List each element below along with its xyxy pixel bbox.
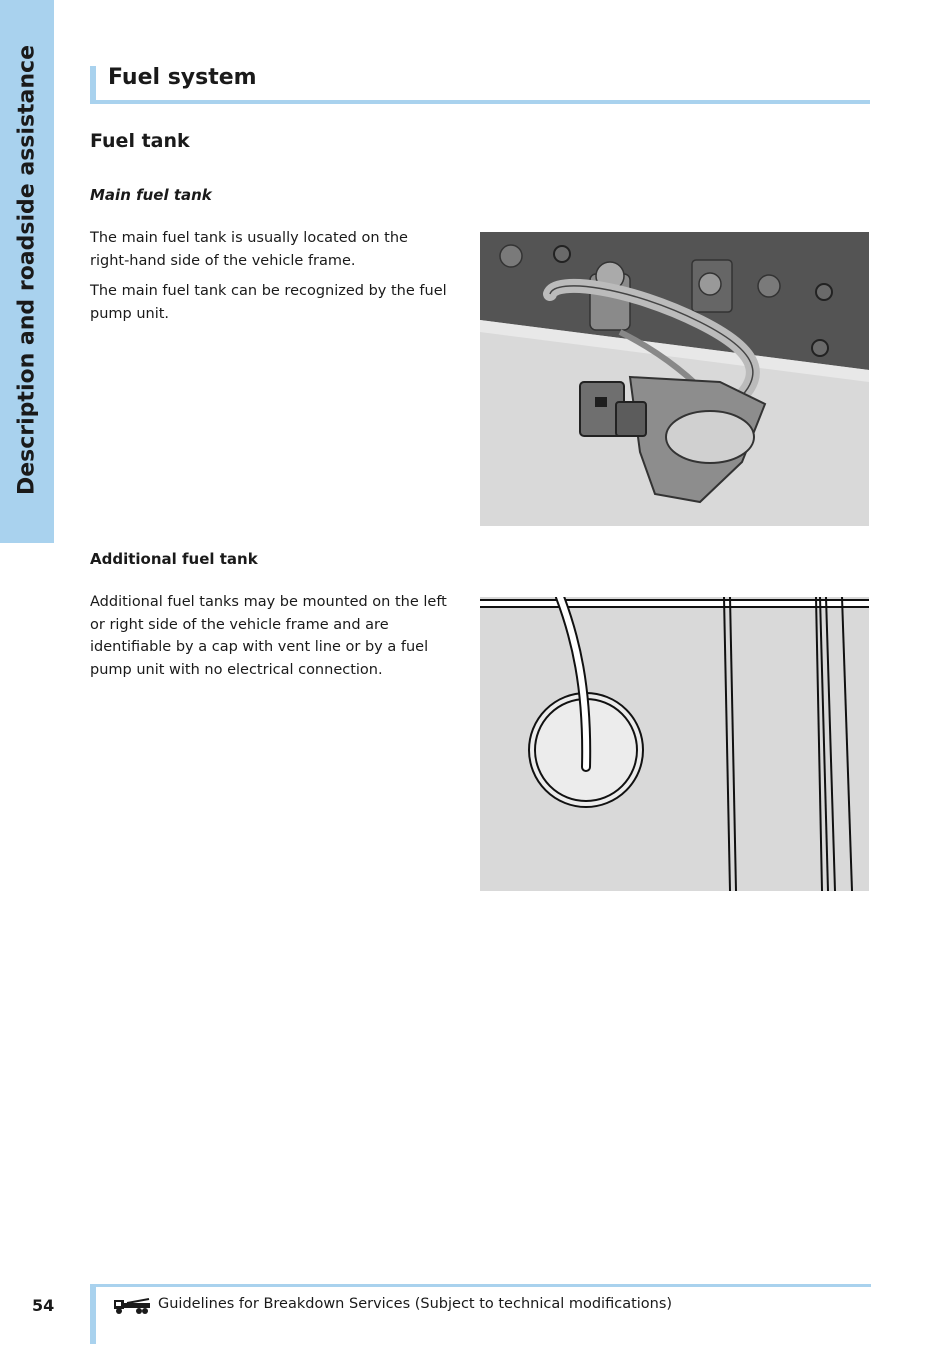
section-title: Fuel system: [108, 65, 257, 90]
side-tab: [0, 0, 54, 543]
tow-truck-icon: [113, 1297, 151, 1320]
footer-text: Guidelines for Breakdown Services (Subject to technical modifications): [158, 1296, 673, 1312]
section-header-rule: [90, 100, 870, 104]
section-header-bar: [90, 66, 96, 104]
side-tab-label: Description and roadside assistance: [14, 44, 40, 496]
main-fuel-tank-paragraph-1: The main fuel tank is usually located on the right-hand side of the vehicle frame.: [90, 230, 408, 269]
additional-fuel-tank-heading: Additional fuel tank: [90, 550, 258, 568]
fuel-tank-heading: Fuel tank: [90, 130, 190, 152]
additional-fuel-tank-paragraph: Additional fuel tanks may be mounted on the left or right side of the vehicle frame and are identifiable by a cap with vent line or by a fuel pump unit with no electrical connection.: [90, 594, 447, 678]
main-fuel-tank-figure: [480, 232, 869, 526]
main-fuel-tank-paragraph-2: The main fuel tank can be recognized by the fuel pump unit.: [90, 283, 447, 322]
footer-rule: [90, 1284, 871, 1287]
tank-cap-illustration: [480, 597, 869, 891]
section-header: [90, 66, 870, 104]
footer-bar: [90, 1284, 96, 1344]
additional-fuel-tank-figure: [480, 597, 869, 891]
fuel-pump-unit-illustration: [480, 232, 869, 526]
page-number: 54: [32, 1296, 55, 1315]
main-fuel-tank-heading: Main fuel tank: [90, 186, 212, 204]
